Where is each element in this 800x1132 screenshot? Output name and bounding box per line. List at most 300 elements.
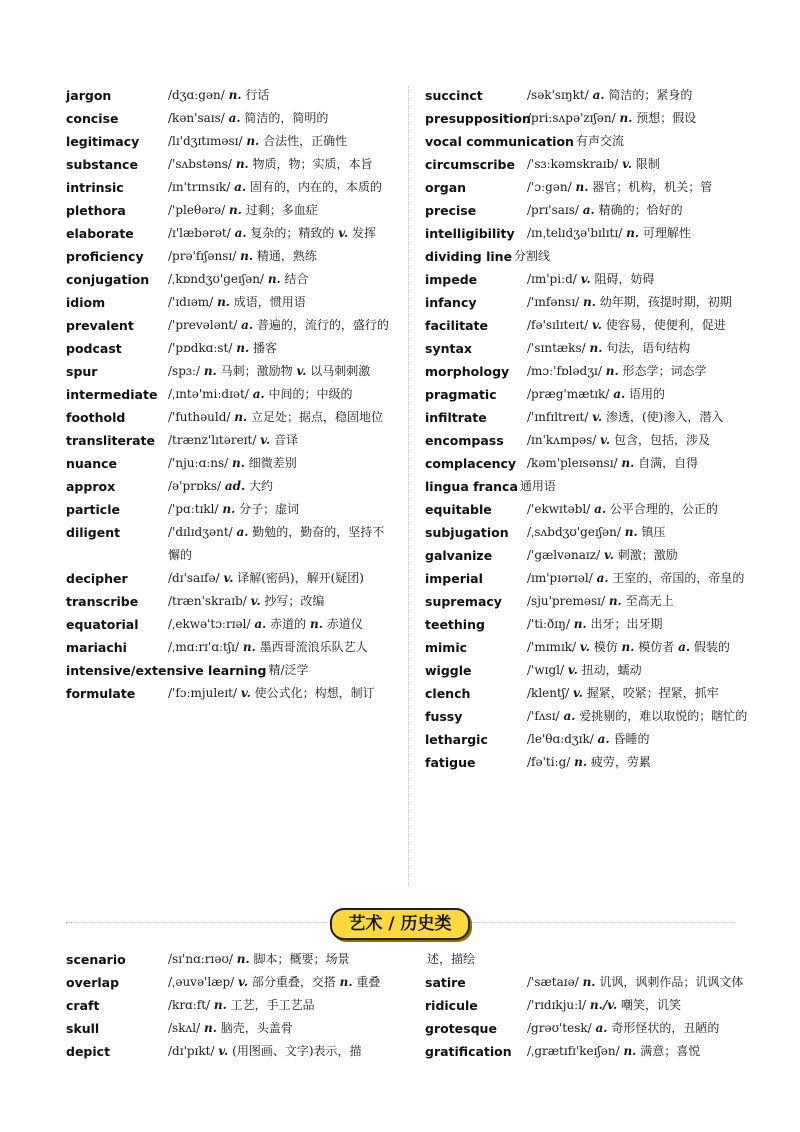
vocab-definition — [168, 521, 396, 567]
part-of-speech: n. — [583, 295, 596, 309]
meaning: 限制 — [635, 157, 660, 171]
meaning: 讥讽，讽刺作品；讥讽文体 — [599, 975, 744, 989]
meaning: 预想；假设 — [636, 111, 697, 125]
vocab-word: prevalent — [66, 318, 134, 333]
vocab-entry — [425, 994, 755, 1017]
vocab-entry — [425, 567, 755, 590]
vocab-word: pragmatic — [425, 387, 497, 402]
vocab-definition — [574, 130, 755, 153]
part-of-speech: n. — [222, 502, 236, 516]
vocab-word: complacency — [425, 456, 517, 471]
vocab-word: skull — [66, 1021, 100, 1036]
part-of-speech: n. — [234, 410, 248, 424]
part-of-speech: v. — [338, 226, 349, 240]
phonetic: /'ekwɪtəbl/ — [527, 502, 591, 516]
meaning: 成语，惯用语 — [233, 295, 306, 309]
vocab-definition — [512, 245, 755, 268]
vocab-word: morphology — [425, 364, 510, 379]
vocab-word: nuance — [66, 456, 118, 471]
art-history-list-right — [425, 948, 755, 1063]
part-of-speech: n./v. — [589, 998, 618, 1012]
vocab-entry — [66, 1040, 396, 1063]
vocab-definition — [527, 429, 755, 452]
vocab-entry — [425, 705, 755, 728]
phonetic: /prɪ'saɪs/ — [527, 203, 579, 217]
vocab-definition — [168, 176, 396, 199]
part-of-speech: v. — [250, 594, 261, 608]
meaning: 模仿 — [593, 640, 618, 654]
vocab-word: presupposition — [425, 111, 531, 126]
meaning: 墨西哥流浪乐队艺人 — [259, 640, 368, 654]
vocab-word: galvanize — [425, 548, 493, 563]
meaning: 行话 — [245, 88, 270, 102]
vocab-definition — [168, 406, 396, 429]
vocab-entry — [425, 245, 755, 268]
vocab-word: intermediate — [66, 387, 158, 402]
vocab-entry — [425, 452, 755, 475]
part-of-speech: a. — [254, 617, 267, 631]
meaning: 译解(密码)，解开(疑团) — [237, 571, 364, 585]
vocab-word: lethargic — [425, 732, 488, 747]
vocab-word: impede — [425, 272, 478, 287]
part-of-speech: n. — [575, 180, 589, 194]
part-of-speech: v. — [592, 318, 602, 332]
meaning: 幼年期，孩提时期，初期 — [599, 295, 732, 309]
phonetic: /'sætaɪə/ — [527, 975, 579, 989]
vocab-definition — [527, 971, 755, 994]
meaning: 阻碍，妨碍 — [594, 272, 655, 286]
part-of-speech: n. — [605, 364, 619, 378]
vocab-word: concise — [66, 111, 119, 126]
vocab-definition — [527, 360, 755, 383]
vocab-word: organ — [425, 180, 467, 195]
part-of-speech: a. — [228, 111, 241, 125]
vocab-definition — [527, 107, 755, 130]
meaning: 精确的；恰好的 — [598, 203, 683, 217]
meaning: 精/泛学 — [268, 663, 309, 677]
art-history-list-left — [66, 948, 396, 1063]
phonetic: /'sɜːkəmskraɪb/ — [527, 157, 619, 171]
phonetic: /ɪm'piːd/ — [527, 272, 577, 286]
vocab-word: vocal communication — [425, 134, 574, 149]
vocab-entry — [425, 429, 755, 452]
vocab-definition — [168, 153, 396, 176]
vocab-entry — [425, 1017, 755, 1040]
vocab-word: legitimacy — [66, 134, 140, 149]
part-of-speech: a. — [563, 709, 576, 723]
vocab-word: subjugation — [425, 525, 509, 540]
vocab-definition — [168, 291, 396, 314]
vocab-word: precise — [425, 203, 477, 218]
vocab-entry — [425, 659, 755, 682]
meaning: 镇压 — [641, 525, 666, 539]
phonetic: /ɪn'kʌmpəs/ — [527, 433, 597, 447]
meaning: 过剩；多血症 — [245, 203, 318, 217]
vocab-entry — [66, 245, 396, 268]
phonetic: /ə'prɒks/ — [168, 479, 222, 493]
vocab-definition — [266, 659, 396, 682]
vocab-word: decipher — [66, 571, 128, 586]
part-of-speech: n. — [203, 1021, 217, 1035]
part-of-speech: a. — [582, 203, 595, 217]
phonetic: /prə'fɪʃənsɪ/ — [168, 249, 237, 263]
vocab-entry — [425, 153, 755, 176]
vocab-definition — [527, 751, 755, 774]
vocab-entry — [66, 84, 396, 107]
meaning: 王室的，帝国的，帝皇的 — [612, 571, 745, 585]
vocab-word: scenario — [66, 952, 126, 967]
vocab-definition — [527, 705, 755, 728]
vocab-definition — [527, 222, 755, 245]
meaning: 满意；喜悦 — [640, 1044, 701, 1058]
phonetic: /'ɪnfɪltreɪt/ — [527, 410, 589, 424]
vocab-word: particle — [66, 502, 120, 517]
word-list-left — [66, 84, 396, 705]
vocab-word: foothold — [66, 410, 126, 425]
meaning: 包含，包括，涉及 — [613, 433, 710, 447]
phonetic: /skʌl/ — [168, 1021, 201, 1035]
vocab-definition — [527, 291, 755, 314]
vocab-word: spur — [66, 364, 98, 379]
part-of-speech: a. — [252, 387, 265, 401]
phonetic: /ɪnˌtelɪdʒə'bɪlɪtɪ/ — [527, 226, 623, 240]
phonetic: /'ɪdɪəm/ — [168, 295, 214, 309]
meaning: 赤道的 — [270, 617, 307, 631]
vocab-word: clench — [425, 686, 471, 701]
vocab-definition — [527, 383, 755, 406]
phonetic: /grəʊ'tesk/ — [527, 1021, 592, 1035]
part-of-speech: v. — [240, 686, 251, 700]
vocab-word: mariachi — [66, 640, 127, 655]
phonetic: /klentʃ/ — [527, 686, 570, 700]
vocab-word: grotesque — [425, 1021, 497, 1036]
phonetic: /ˌekwə'tɔːrɪəl/ — [168, 617, 251, 631]
vocab-definition — [425, 948, 755, 971]
phonetic: /ˌsʌbdʒʊ'geɪʃən/ — [527, 525, 621, 539]
vocab-definition — [527, 682, 755, 705]
part-of-speech: n. — [589, 341, 603, 355]
vocab-definition — [168, 971, 396, 994]
vocab-word: lingua franca — [425, 479, 518, 494]
vocab-entry — [425, 728, 755, 751]
phonetic: /priːsʌpə'zɪʃən/ — [527, 111, 616, 125]
vocab-word: jargon — [66, 88, 112, 103]
meaning: 部分重叠，交搭 — [251, 975, 336, 989]
vocab-entry — [425, 383, 755, 406]
vocab-entry — [66, 383, 396, 406]
vocab-word: wiggle — [425, 663, 472, 678]
vocab-definition — [527, 636, 755, 659]
vocab-word: supremacy — [425, 594, 502, 609]
vocab-entry — [66, 107, 396, 130]
vocab-word: encompass — [425, 433, 504, 448]
phonetic: /kən'saɪs/ — [168, 111, 225, 125]
vocab-definition — [168, 199, 396, 222]
vocab-word: facilitate — [425, 318, 489, 333]
part-of-speech: n. — [217, 295, 230, 309]
vocab-entry — [425, 521, 755, 544]
vocab-definition — [168, 130, 396, 153]
phonetic: /trænz'lɪtəreɪt/ — [168, 433, 257, 447]
meaning: 中间的；中级的 — [268, 387, 353, 401]
meaning: 播客 — [252, 341, 277, 355]
vocab-definition — [527, 1017, 755, 1040]
vocab-definition — [527, 199, 755, 222]
vocab-entry — [66, 1017, 396, 1040]
meaning: 使容易，使便利，促进 — [605, 318, 726, 332]
vocab-entry — [66, 971, 396, 994]
vocab-entry — [425, 360, 755, 383]
vocab-word: substance — [66, 157, 138, 172]
vocab-definition — [527, 268, 755, 291]
vocab-word: intensive/extensive learning — [66, 663, 267, 678]
meaning: 固有的，内在的，本质的 — [249, 180, 382, 194]
vocab-definition — [518, 475, 755, 498]
part-of-speech: v. — [223, 571, 234, 585]
meaning: 可理解性 — [642, 226, 691, 240]
vocab-word: idiom — [66, 295, 106, 310]
part-of-speech: n. — [339, 975, 353, 989]
phonetic: /ˌgrætɪfɪ'keɪʃən/ — [527, 1044, 620, 1058]
phonetic: /'sʌbstəns/ — [168, 157, 232, 171]
phonetic: /ɪn'trɪnsɪk/ — [168, 180, 231, 194]
part-of-speech: n. — [240, 249, 254, 263]
vocab-definition — [527, 590, 755, 613]
vocab-entry — [425, 613, 755, 636]
vocab-entry — [425, 751, 755, 774]
vocab-entry — [425, 544, 755, 567]
part-of-speech: a. — [236, 525, 249, 539]
vocab-definition — [527, 498, 755, 521]
vocab-entry — [425, 222, 755, 245]
vocab-entry — [425, 314, 755, 337]
vocab-entry — [66, 521, 396, 567]
vocab-entry — [66, 613, 396, 636]
phonetic: /lɪ'dʒɪtɪməsɪ/ — [168, 134, 243, 148]
vocab-word: ridicule — [425, 998, 478, 1013]
vocab-definition — [527, 613, 755, 636]
vocab-entry — [66, 176, 396, 199]
vocab-definition — [168, 245, 396, 268]
meaning: 假装的 — [693, 640, 730, 654]
vocab-definition — [168, 1040, 396, 1063]
vocab-word: dividing line — [425, 249, 513, 264]
part-of-speech: n. — [309, 617, 323, 631]
phonetic: /'sɪntæks/ — [527, 341, 586, 355]
vocab-definition — [168, 360, 396, 383]
phonetic: /'fɔːmjuleɪt/ — [168, 686, 238, 700]
meaning: 重叠 — [356, 975, 381, 989]
vocab-word: mimic — [425, 640, 468, 655]
part-of-speech: v. — [218, 1044, 229, 1058]
phonetic: /'mɪmɪk/ — [527, 640, 577, 654]
meaning: 自满，自得 — [638, 456, 699, 470]
phonetic: /ɪm'pɪərɪəl/ — [527, 571, 593, 585]
phonetic: /'pɑːtɪkl/ — [168, 502, 219, 516]
vocab-definition — [527, 153, 755, 176]
part-of-speech: n. — [621, 456, 635, 470]
vocab-entry — [66, 429, 396, 452]
vocab-definition — [168, 268, 396, 291]
vocab-word: transliterate — [66, 433, 155, 448]
vocab-definition — [168, 498, 396, 521]
vocab-definition — [168, 590, 396, 613]
vocab-word: teething — [425, 617, 485, 632]
part-of-speech: n. — [621, 640, 635, 654]
phonetic: /'fʌsɪ/ — [527, 709, 560, 723]
vocab-word: overlap — [66, 975, 120, 990]
vocab-word: syntax — [425, 341, 472, 356]
vocab-entry — [425, 199, 755, 222]
part-of-speech: v. — [592, 410, 603, 424]
vocab-definition — [527, 521, 755, 544]
vocab-definition — [527, 994, 755, 1017]
part-of-speech: a. — [596, 571, 609, 585]
vocab-entry — [425, 971, 755, 994]
vocab-word: craft — [66, 998, 100, 1013]
section-title: 艺术 / 历史类 — [330, 908, 469, 940]
phonetic: /'wɪgl/ — [527, 663, 565, 677]
vocab-word: gratification — [425, 1044, 512, 1059]
vocab-definition — [527, 728, 755, 751]
vocab-entry — [425, 406, 755, 429]
vocab-word: fatigue — [425, 755, 476, 770]
vocab-definition — [527, 337, 755, 360]
vocab-word: equatorial — [66, 617, 139, 632]
vocab-entry — [66, 659, 396, 682]
phonetic: /fə'sɪlɪteɪt/ — [527, 318, 589, 332]
part-of-speech: v. — [567, 663, 578, 677]
part-of-speech: a. — [241, 318, 254, 332]
part-of-speech: v. — [238, 975, 248, 989]
part-of-speech: n. — [203, 364, 217, 378]
vocab-entry — [66, 498, 396, 521]
meaning: 立足处；据点，稳固地位 — [251, 410, 384, 424]
meaning: 普遍的，流行的，盛行的 — [256, 318, 389, 332]
vocab-word: equitable — [425, 502, 492, 517]
vocab-word: succinct — [425, 88, 483, 103]
vocab-definition — [168, 429, 396, 452]
vocab-definition — [168, 475, 396, 498]
phonetic: /krɑːft/ — [168, 998, 211, 1012]
vocab-definition — [527, 1040, 755, 1063]
vocab-word: infancy — [425, 295, 477, 310]
vocab-entry — [66, 636, 396, 659]
vocab-entry — [66, 199, 396, 222]
vocab-definition — [168, 948, 396, 971]
phonetic: /ˌɪntə'miːdɪət/ — [168, 387, 249, 401]
meaning: 昏睡的 — [613, 732, 650, 746]
meaning: 奇形怪状的，丑陋的 — [611, 1021, 720, 1035]
vocab-definition — [168, 107, 396, 130]
meaning: 语用的 — [628, 387, 665, 401]
vocab-entry — [66, 360, 396, 383]
phonetic: /'ɪnfənsɪ/ — [527, 295, 580, 309]
vocab-word: intelligibility — [425, 226, 515, 241]
vocab-entry — [425, 291, 755, 314]
vocab-entry — [66, 337, 396, 360]
part-of-speech: n. — [229, 203, 242, 217]
vocab-definition — [168, 337, 396, 360]
part-of-speech: n. — [228, 88, 242, 102]
vocab-entry — [66, 994, 396, 1017]
phonetic: /kəm'pleɪsənsɪ/ — [527, 456, 618, 470]
vocab-entry — [425, 107, 755, 130]
phonetic: /sɪ'nɑːrɪəʊ/ — [168, 952, 233, 966]
meaning: 出牙；出牙期 — [590, 617, 663, 631]
part-of-speech: n. — [582, 975, 596, 989]
vocab-word: fussy — [425, 709, 463, 724]
part-of-speech: n. — [626, 226, 639, 240]
meaning: 以马刺刺激 — [310, 364, 371, 378]
meaning: 嘲笑，讥笑 — [620, 998, 681, 1012]
phonetic: /spɜː/ — [168, 364, 201, 378]
vocab-entry — [66, 406, 396, 429]
meaning: 通用语 — [519, 479, 556, 493]
phonetic: /ˌəuvə'læp/ — [168, 975, 235, 989]
phonetic: /'gælvənaɪz/ — [527, 548, 601, 562]
meaning: 刺激；激励 — [617, 548, 678, 562]
vocab-definition — [527, 544, 755, 567]
vocab-entry — [425, 498, 755, 521]
vocab-entry — [66, 268, 396, 291]
vocab-definition — [527, 452, 755, 475]
vocab-word: diligent — [66, 525, 121, 540]
part-of-speech: n. — [235, 157, 249, 171]
part-of-speech: v. — [579, 640, 590, 654]
part-of-speech: n. — [246, 134, 260, 148]
vocab-word: formulate — [66, 686, 136, 701]
phonetic: /ɪ'læbərət/ — [168, 226, 231, 240]
meaning: 器官；机构，机关；管 — [592, 180, 713, 194]
meaning: 疲劳，劳累 — [590, 755, 651, 769]
part-of-speech: a. — [613, 387, 626, 401]
vocab-entry — [66, 222, 396, 245]
part-of-speech: a. — [595, 1021, 608, 1035]
part-of-speech: n. — [242, 640, 256, 654]
part-of-speech: v. — [622, 157, 633, 171]
vocab-entry — [425, 682, 755, 705]
vocab-entry — [425, 1040, 755, 1063]
meaning: 分子；虚词 — [239, 502, 300, 516]
vocab-definition — [527, 314, 755, 337]
phonetic: /'njuːɑːns/ — [168, 456, 229, 470]
phonetic: /'rɪdɪkjuːl/ — [527, 998, 587, 1012]
vocab-entry — [425, 268, 755, 291]
phonetic: /ˌkɒndʒʊ'geɪʃən/ — [168, 272, 264, 286]
phonetic: /træn'skraɪb/ — [168, 594, 247, 608]
meaning: 精通，熟练 — [256, 249, 317, 263]
meaning: (用图画、文字)表示，描 — [232, 1044, 362, 1058]
meaning: 至高无上 — [625, 594, 674, 608]
phonetic: /'futhəuld/ — [168, 410, 231, 424]
meaning: 述，描绘 — [427, 952, 476, 966]
vocab-word: proficiency — [66, 249, 144, 264]
part-of-speech: n. — [574, 755, 588, 769]
meaning: 大约 — [249, 479, 274, 493]
phonetic: /dɪ'saɪfə/ — [168, 571, 220, 585]
vocab-entry — [425, 948, 755, 971]
meaning: 合法性，正确性 — [263, 134, 348, 148]
part-of-speech: a. — [592, 88, 605, 102]
section-banner — [0, 908, 800, 940]
part-of-speech: n. — [236, 952, 250, 966]
meaning: 渗透，(使)渗入，潜入 — [606, 410, 724, 424]
meaning: 公平合理的，公正的 — [609, 502, 718, 516]
part-of-speech: a. — [234, 180, 247, 194]
part-of-speech: n. — [213, 998, 227, 1012]
vocab-word: intrinsic — [66, 180, 124, 195]
